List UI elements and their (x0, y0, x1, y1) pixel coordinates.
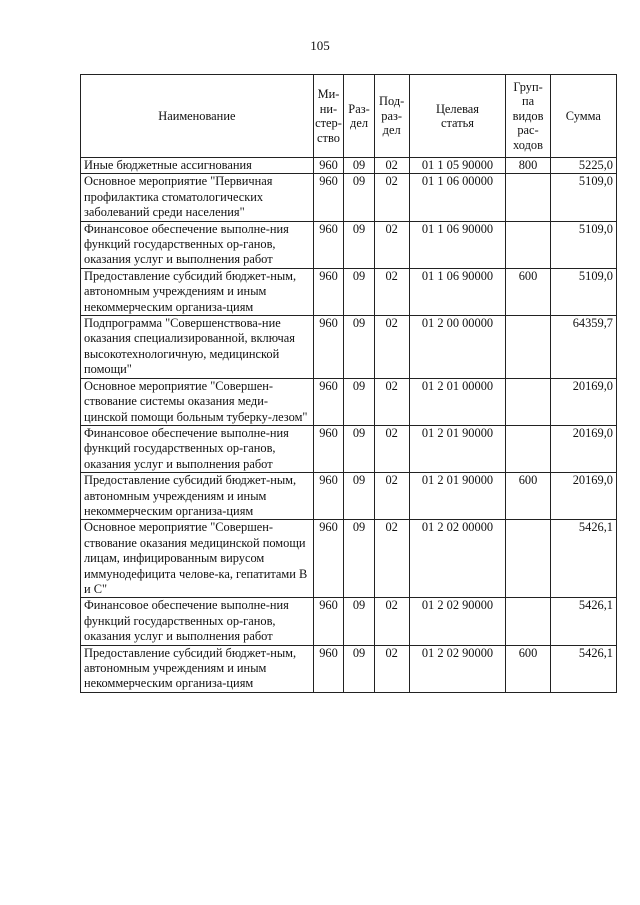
cell-section: 09 (344, 520, 375, 598)
cell-name: Финансовое обеспечение выполне-ния функций государственных ор-ганов, оказания услуг и выполнения работ (81, 598, 314, 645)
header-name: Наименование (81, 75, 314, 158)
header-ministry: Ми- ни- стер- ство (313, 75, 344, 158)
cell-section: 09 (344, 158, 375, 174)
header-sum: Сумма (550, 75, 616, 158)
cell-sum: 20169,0 (550, 473, 616, 520)
cell-ministry: 960 (313, 268, 344, 315)
table-header-row (81, 75, 617, 158)
table-row (81, 598, 617, 645)
cell-ministry: 960 (313, 378, 344, 425)
header-subsection: Под- раз- дел (374, 75, 409, 158)
table-row (81, 378, 617, 425)
cell-name: Основное мероприятие "Совершен-ствование оказания медицинской помощи лицам, инфицированным вирусом иммунодефицита челове-ка, гепатитами В и С" (81, 520, 314, 598)
cell-ministry: 960 (313, 174, 344, 221)
cell-group (506, 221, 550, 268)
cell-group (506, 520, 550, 598)
cell-subsection: 02 (374, 473, 409, 520)
cell-group (506, 378, 550, 425)
cell-name: Финансовое обеспечение выполне-ния функций государственных ор-ганов, оказания услуг и выполнения работ (81, 221, 314, 268)
cell-group: 800 (506, 158, 550, 174)
cell-section: 09 (344, 473, 375, 520)
table-row (81, 473, 617, 520)
table-body (81, 158, 617, 693)
header-section: Раз- дел (344, 75, 375, 158)
cell-section: 09 (344, 645, 375, 692)
cell-name: Предоставление субсидий бюджет-ным, автономным учреждениям и иным некоммерческим организа-циям (81, 645, 314, 692)
page-number: 105 (310, 38, 330, 53)
cell-target: 01 1 06 00000 (409, 174, 506, 221)
cell-section: 09 (344, 268, 375, 315)
cell-sum: 5109,0 (550, 174, 616, 221)
cell-sum: 5109,0 (550, 268, 616, 315)
cell-sum: 5426,1 (550, 645, 616, 692)
cell-subsection: 02 (374, 316, 409, 379)
cell-subsection: 02 (374, 598, 409, 645)
cell-name: Основное мероприятие "Совершен-ствование системы оказания меди-цинской помощи больным туберку-лезом" (81, 378, 314, 425)
cell-sum: 5426,1 (550, 520, 616, 598)
cell-group (506, 425, 550, 472)
cell-section: 09 (344, 598, 375, 645)
cell-target: 01 2 00 00000 (409, 316, 506, 379)
cell-subsection: 02 (374, 174, 409, 221)
cell-sum: 64359,7 (550, 316, 616, 379)
table-row (81, 221, 617, 268)
cell-subsection: 02 (374, 221, 409, 268)
header-target: Целевая статья (409, 75, 506, 158)
cell-target: 01 2 02 90000 (409, 598, 506, 645)
cell-subsection: 02 (374, 378, 409, 425)
cell-target: 01 1 06 90000 (409, 268, 506, 315)
table-row (81, 268, 617, 315)
cell-ministry: 960 (313, 598, 344, 645)
cell-ministry: 960 (313, 520, 344, 598)
cell-section: 09 (344, 221, 375, 268)
cell-target: 01 2 01 00000 (409, 378, 506, 425)
cell-group (506, 598, 550, 645)
cell-ministry: 960 (313, 473, 344, 520)
cell-name: Предоставление субсидий бюджет-ным, автономным учреждениям и иным некоммерческим организа-циям (81, 473, 314, 520)
cell-target: 01 1 06 90000 (409, 221, 506, 268)
table-row (81, 520, 617, 598)
cell-group: 600 (506, 645, 550, 692)
cell-target: 01 2 01 90000 (409, 425, 506, 472)
cell-section: 09 (344, 316, 375, 379)
cell-subsection: 02 (374, 425, 409, 472)
cell-name: Подпрограмма "Совершенствова-ние оказания специализированной, включая высокотехнологичную, медицинской помощи" (81, 316, 314, 379)
table-row (81, 645, 617, 692)
cell-name: Предоставление субсидий бюджет-ным, автономным учреждениям и иным некоммерческим организа-циям (81, 268, 314, 315)
cell-name: Основное мероприятие "Первичная профилактика стоматологических заболеваний среди населения" (81, 174, 314, 221)
cell-target: 01 1 05 90000 (409, 158, 506, 174)
cell-sum: 20169,0 (550, 425, 616, 472)
cell-ministry: 960 (313, 425, 344, 472)
table-row (81, 174, 617, 221)
budget-table (80, 74, 617, 693)
cell-ministry: 960 (313, 645, 344, 692)
header-group: Груп- па видов рас- ходов (506, 75, 550, 158)
cell-ministry: 960 (313, 221, 344, 268)
cell-target: 01 2 02 00000 (409, 520, 506, 598)
cell-subsection: 02 (374, 268, 409, 315)
cell-section: 09 (344, 378, 375, 425)
cell-target: 01 2 02 90000 (409, 645, 506, 692)
table-row (81, 425, 617, 472)
cell-sum: 5109,0 (550, 221, 616, 268)
cell-group: 600 (506, 268, 550, 315)
cell-subsection: 02 (374, 520, 409, 598)
cell-subsection: 02 (374, 158, 409, 174)
cell-sum: 20169,0 (550, 378, 616, 425)
cell-name: Финансовое обеспечение выполне-ния функций государственных ор-ганов, оказания услуг и выполнения работ (81, 425, 314, 472)
cell-ministry: 960 (313, 316, 344, 379)
cell-section: 09 (344, 174, 375, 221)
cell-sum: 5426,1 (550, 598, 616, 645)
cell-section: 09 (344, 425, 375, 472)
cell-ministry: 960 (313, 158, 344, 174)
cell-sum: 5225,0 (550, 158, 616, 174)
cell-subsection: 02 (374, 645, 409, 692)
cell-group (506, 316, 550, 379)
table-row (81, 158, 617, 174)
cell-group (506, 174, 550, 221)
table-row (81, 316, 617, 379)
cell-group: 600 (506, 473, 550, 520)
cell-name: Иные бюджетные ассигнования (81, 158, 314, 174)
cell-target: 01 2 01 90000 (409, 473, 506, 520)
